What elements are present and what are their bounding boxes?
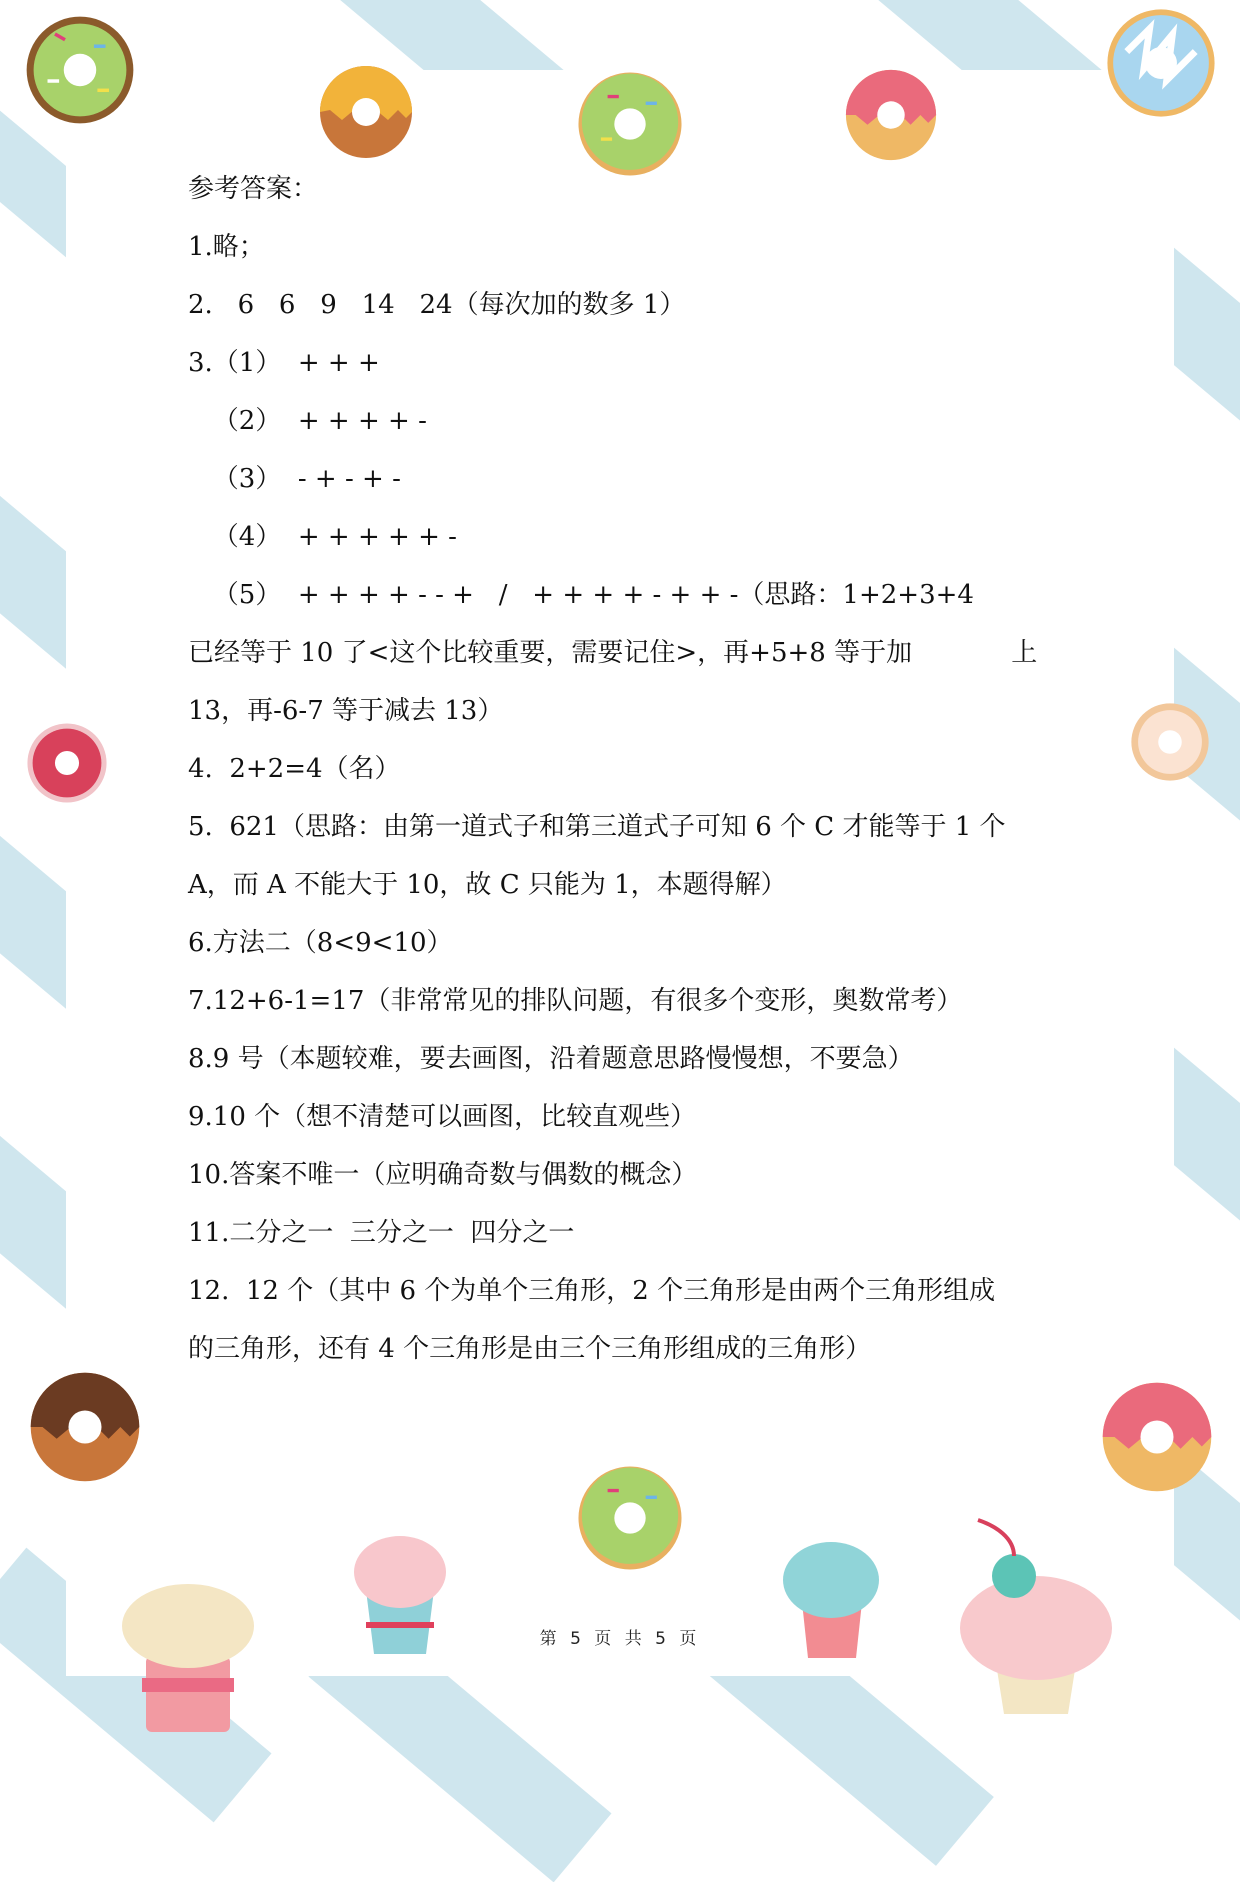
answer-line: 1.略； (188, 232, 265, 262)
cupcake-cream-icon (118, 1566, 258, 1736)
donut-pink-icon (1098, 1378, 1216, 1496)
page-number: 第 5 页 共 5 页 (539, 1629, 701, 1649)
donut-pink-small-icon (24, 720, 110, 806)
donut-green-icon (574, 68, 686, 180)
donut-sprinkle-small-icon (1128, 700, 1212, 784)
answer-line: 11.二分之一 三分之一 四分之一 (188, 1218, 575, 1248)
donut-green-icon (22, 12, 138, 128)
answer-line: A，而 A 不能大于 10，故 C 只能为 1，本题得解） (188, 870, 787, 900)
answer-line: 3.（1） + + + (188, 348, 380, 378)
donut-pink-icon (842, 66, 940, 164)
answer-line: （4） + + + + + - (188, 522, 457, 552)
answer-line: 7.12+6-1=17（非常常见的排队问题，有很多个变形，奥数常考） (188, 986, 963, 1016)
answer-line: 5. 621（思路：由第一道式子和第三道式子可知 6 个 C 才能等于 1 个 (188, 812, 1006, 842)
answer-line: 10.答案不唯一（应明确奇数与偶数的概念） (188, 1160, 698, 1190)
donut-blue-icon (1104, 6, 1218, 120)
answer-line: 9.10 个（想不清楚可以画图，比较直观些） (188, 1102, 697, 1132)
answer-line: 的三角形，还有 4 个三角形是由三个三角形组成的三角形） (188, 1334, 872, 1364)
cupcake-cherry-icon (956, 1518, 1116, 1718)
donut-orange-icon (316, 62, 416, 162)
answer-line: 4. 2+2=4（名） (188, 754, 401, 784)
answer-line: 2. 6 6 9 14 24（每次加的数多 1） (188, 290, 686, 320)
answer-line: 6.方法二（8<9<10） (188, 928, 453, 958)
answer-line: （5） + + + + - - + / + + + + - + + -（思路：1+2+3+4 (188, 580, 974, 610)
donut-chocolate-icon (26, 1368, 144, 1486)
answer-heading: 参考答案： (188, 174, 319, 204)
answer-line: （2） + + + + - (188, 406, 427, 436)
answer-line: 已经等于 10 了<这个比较重要，需要记住>，再+5+8 等于加 上 (188, 638, 1038, 668)
answer-line: 13，再-6-7 等于减去 13） (188, 696, 504, 726)
answer-line: （3） - + - + - (188, 464, 401, 494)
answer-line: 12. 12 个（其中 6 个为单个三角形，2 个三角形是由两个三角形组成 (188, 1276, 996, 1306)
donut-green-icon (574, 1462, 686, 1574)
answer-line: 8.9 号（本题较难，要去画图，沿着题意思路慢慢想，不要急） (188, 1044, 914, 1074)
